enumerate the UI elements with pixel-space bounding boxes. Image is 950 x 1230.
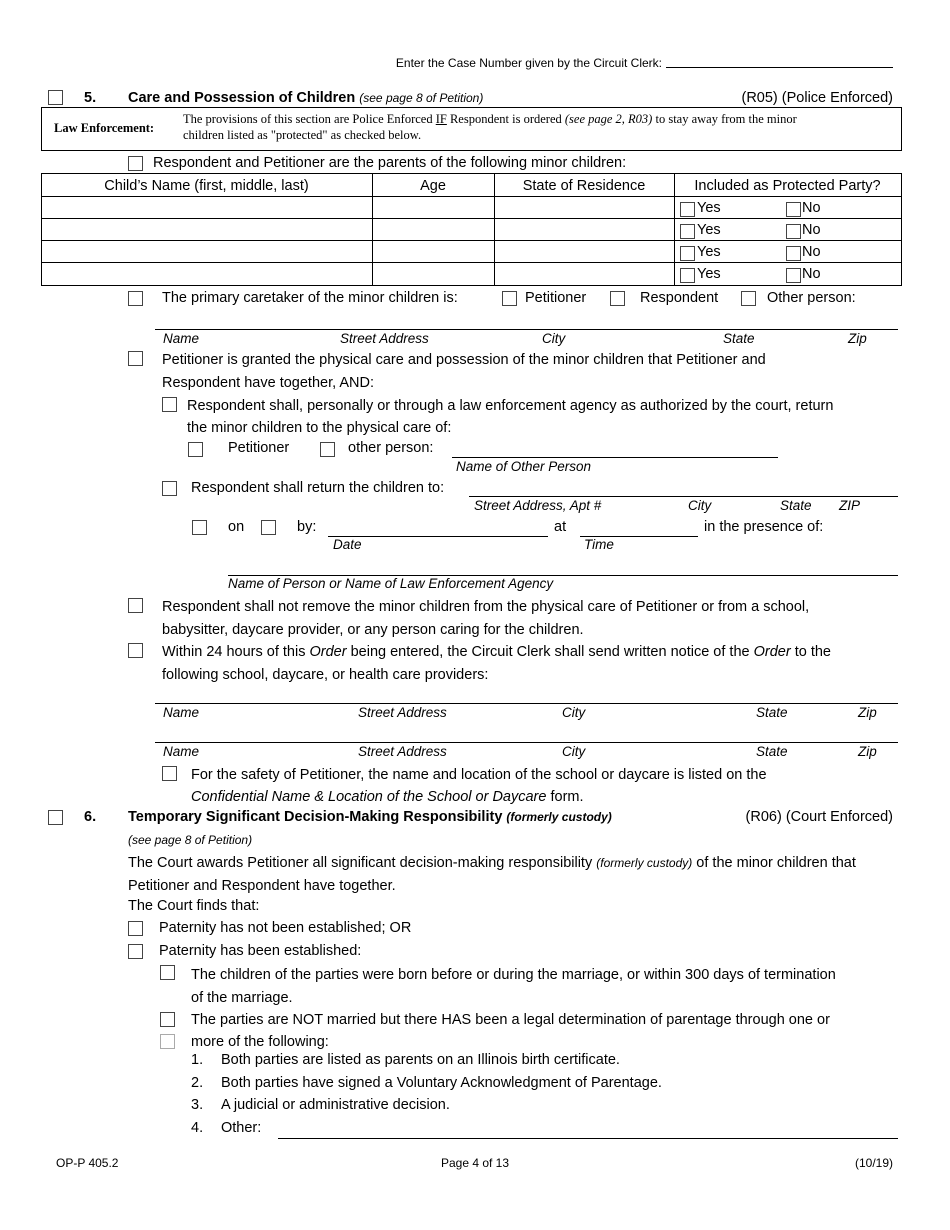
- title-text: Care and Possession of Children: [128, 90, 356, 106]
- address-label-state: State: [756, 744, 788, 759]
- table-cell-input[interactable]: [373, 219, 493, 240]
- list-item-number: 2.: [191, 1075, 204, 1091]
- return-text: [187, 395, 833, 439]
- presence-label: in the presence of:: [704, 519, 824, 535]
- section6-code: (R06) (Court Enforced): [745, 809, 893, 825]
- born-checkbox[interactable]: [160, 965, 175, 980]
- caretaker-address-field[interactable]: [155, 329, 898, 330]
- t: The provisions of this section are Police Enforced: [183, 112, 436, 126]
- table-cell-input[interactable]: [495, 241, 673, 262]
- caretaker-checkbox[interactable]: [128, 291, 143, 306]
- address-label-street: Street Address: [358, 705, 447, 720]
- safety-text: [191, 764, 767, 808]
- t: The Court awards Petitioner all significant decision-making responsibility: [128, 855, 597, 871]
- protected-yes-checkbox[interactable]: [680, 246, 695, 261]
- caretaker-other-label: Other person:: [767, 290, 856, 306]
- address-label-state: State: [756, 705, 788, 720]
- t: Temporary Significant Decision-Making Responsibility: [128, 809, 503, 825]
- t: Respondent have together, AND:: [162, 375, 375, 391]
- caretaker-respondent-checkbox[interactable]: [610, 291, 625, 306]
- address-label-name: Name: [163, 331, 200, 346]
- address-label-street: Street Address: [358, 744, 447, 759]
- t: to stay away from the minor: [652, 112, 797, 126]
- section6-see: (see page 8 of Petition): [128, 833, 253, 847]
- table-cell-input[interactable]: [495, 219, 673, 240]
- section5-title: [128, 89, 483, 107]
- parents-checkbox[interactable]: [128, 156, 143, 171]
- born-text: [191, 964, 836, 1009]
- form-date: (10/19): [854, 1156, 893, 1170]
- title-note: (see page 8 of Petition): [359, 91, 484, 105]
- address-label-state: State: [723, 331, 755, 346]
- notice-checkbox[interactable]: [128, 643, 143, 658]
- t: to the: [790, 644, 831, 660]
- form-id: OP-P 405.2: [56, 1156, 119, 1170]
- address-label-zip: Zip: [858, 705, 877, 720]
- t: Respondent shall not remove the minor children from the physical care of Petitioner or from a school,: [162, 599, 810, 615]
- t: (formerly custody): [506, 810, 612, 824]
- not-married-text: [191, 1009, 830, 1053]
- table-cell-input[interactable]: [42, 241, 371, 262]
- return-other-label: other person:: [348, 440, 434, 456]
- t: of the minor children that: [692, 855, 856, 871]
- label-street-apt: Street Address, Apt #: [474, 498, 602, 513]
- return-petitioner-label: Petitioner: [228, 440, 290, 456]
- return-to-checkbox[interactable]: [162, 481, 177, 496]
- t: children listed as "protected" as checked below.: [183, 128, 422, 142]
- t: Petitioner and Respondent have together.: [128, 877, 396, 894]
- t: being entered, the Circuit Clerk shall send written notice of the: [346, 644, 754, 660]
- yes-label: Yes: [697, 222, 721, 238]
- list-item-number: 4.: [191, 1120, 204, 1136]
- caretaker-other-checkbox[interactable]: [741, 291, 756, 306]
- no-label: No: [802, 266, 821, 282]
- table-cell-input[interactable]: [42, 219, 371, 240]
- t: Order: [309, 644, 347, 660]
- t: babysitter, daycare provider, or any person caring for the children.: [162, 621, 584, 638]
- yes-label: Yes: [697, 266, 721, 282]
- label-zip: ZIP: [839, 498, 861, 513]
- col-header-state: State of Residence: [522, 178, 646, 194]
- section6-title: [128, 808, 612, 826]
- section6-number: 6.: [84, 809, 97, 825]
- t: (see page 2, R03): [564, 112, 653, 126]
- list-item: Other:: [221, 1120, 262, 1136]
- list-item: Both parties have signed a Voluntary Acknowledgment of Parentage.: [221, 1075, 662, 1091]
- on-checkbox[interactable]: [192, 520, 207, 535]
- parents-text: Respondent and Petitioner are the parents of the following minor children:: [153, 155, 627, 171]
- law-enforcement-text: [183, 111, 797, 143]
- t: the minor children to the physical care of:: [187, 420, 452, 436]
- protected-no-checkbox[interactable]: [786, 202, 801, 217]
- address-label-city: City: [562, 705, 586, 720]
- granted-text: [162, 349, 766, 395]
- list-item-number: 1.: [191, 1052, 204, 1068]
- date-label: Date: [333, 537, 362, 552]
- notice-text: [162, 641, 831, 686]
- established-checkbox[interactable]: [128, 944, 143, 959]
- t: of the marriage.: [191, 989, 293, 1006]
- table-cell-input[interactable]: [42, 197, 371, 218]
- section5-number: 5.: [84, 90, 97, 106]
- table-cell-input[interactable]: [42, 263, 371, 284]
- table-cell-input[interactable]: [373, 197, 493, 218]
- at-label: at: [554, 519, 567, 535]
- t: The children of the parties were born before or during the marriage, or within 300 days of termination: [191, 967, 836, 983]
- established-text: Paternity has been established:: [159, 943, 362, 959]
- agency-label: Name of Person or Name of Law Enforcement Agency: [228, 576, 554, 591]
- t: Order: [753, 644, 791, 660]
- other-person-name-label: Name of Other Person: [456, 459, 592, 474]
- law-enforcement-label: Law Enforcement:: [54, 121, 155, 135]
- address-label-zip: Zip: [848, 331, 867, 346]
- address-label-name: Name: [163, 744, 200, 759]
- not-established-text: Paternity has not been established; OR: [159, 920, 412, 936]
- protected-no-checkbox[interactable]: [786, 224, 801, 239]
- list-item-number: 3.: [191, 1097, 204, 1113]
- return-to-text: Respondent shall return the children to:: [191, 480, 445, 496]
- table-cell-input[interactable]: [495, 197, 673, 218]
- address-label-city: City: [542, 331, 566, 346]
- list-item: Both parties are listed as parents on an Illinois birth certificate.: [221, 1052, 620, 1068]
- address-label-street: Street Address: [340, 331, 429, 346]
- col-header-name: Child’s Name (first, middle, last): [104, 178, 309, 194]
- page-number: Page 4 of 13: [440, 1156, 510, 1170]
- t: Within 24 hours of this: [162, 644, 310, 660]
- no-label: No: [802, 200, 821, 216]
- address-label-name: Name: [163, 705, 200, 720]
- granted-checkbox[interactable]: [128, 351, 143, 366]
- on-label: on: [228, 519, 245, 535]
- t: Petitioner is granted the physical care and possession of the minor children that Petitioner and: [162, 352, 766, 368]
- table-cell-input[interactable]: [373, 263, 493, 284]
- t: Respondent is ordered: [446, 112, 565, 126]
- t: (formerly custody): [596, 856, 693, 870]
- return-checkbox[interactable]: [162, 397, 177, 412]
- t: Respondent shall, personally or through a law enforcement agency as authorized by the court, return: [187, 398, 834, 414]
- not-married-sub-checkbox[interactable]: [160, 1034, 175, 1049]
- col-header-protected: Included as Protected Party?: [694, 178, 881, 194]
- t: Confidential Name & Location of the School or Daycare: [191, 789, 547, 805]
- time-label: Time: [584, 537, 614, 552]
- not-remove-text: [162, 596, 809, 641]
- not-established-checkbox[interactable]: [128, 921, 143, 936]
- t: more of the following:: [191, 1034, 329, 1050]
- section5-code: (R05) (Police Enforced): [741, 90, 893, 106]
- section6-checkbox[interactable]: [48, 810, 63, 825]
- table-cell-input[interactable]: [495, 263, 673, 284]
- caretaker-text: The primary caretaker of the minor children is:: [162, 290, 458, 306]
- caretaker-respondent-label: Respondent: [640, 290, 719, 306]
- t: following school, daycare, or health care providers:: [162, 666, 489, 683]
- no-label: No: [802, 244, 821, 260]
- case-number-field[interactable]: [666, 67, 893, 68]
- caretaker-petitioner-label: Petitioner: [525, 290, 587, 306]
- list-item: A judicial or administrative decision.: [221, 1097, 450, 1113]
- protected-yes-checkbox[interactable]: [680, 268, 695, 283]
- section5-checkbox[interactable]: [48, 90, 63, 105]
- label-city: City: [688, 498, 712, 513]
- t: form.: [546, 789, 584, 805]
- t: For the safety of Petitioner, the name and location of the school or daycare is listed on the: [191, 767, 767, 783]
- caretaker-petitioner-checkbox[interactable]: [502, 291, 517, 306]
- safety-checkbox[interactable]: [162, 766, 177, 781]
- protected-yes-checkbox[interactable]: [680, 202, 695, 217]
- awards-text: [128, 852, 856, 897]
- yes-label: Yes: [697, 200, 721, 216]
- yes-label: Yes: [697, 244, 721, 260]
- address-label-zip: Zip: [858, 744, 877, 759]
- t: IF: [435, 112, 447, 126]
- protected-no-checkbox[interactable]: [786, 246, 801, 261]
- not-married-checkbox[interactable]: [160, 1012, 175, 1027]
- not-remove-checkbox[interactable]: [128, 598, 143, 613]
- protected-yes-checkbox[interactable]: [680, 224, 695, 239]
- col-header-age: Age: [420, 178, 446, 194]
- t: The parties are NOT married but there HAS been a legal determination of parentage through one or: [191, 1012, 830, 1028]
- case-number-label: Enter the Case Number given by the Circuit Clerk:: [395, 56, 662, 70]
- protected-no-checkbox[interactable]: [786, 268, 801, 283]
- label-state: State: [780, 498, 812, 513]
- no-label: No: [802, 222, 821, 238]
- by-checkbox[interactable]: [261, 520, 276, 535]
- table-cell-input[interactable]: [373, 241, 493, 262]
- by-label: by:: [297, 519, 317, 535]
- address-label-city: City: [562, 744, 586, 759]
- return-petitioner-checkbox[interactable]: [188, 442, 203, 457]
- return-other-checkbox[interactable]: [320, 442, 335, 457]
- finds-text: The Court finds that:: [128, 898, 260, 914]
- other-field[interactable]: [278, 1138, 898, 1139]
